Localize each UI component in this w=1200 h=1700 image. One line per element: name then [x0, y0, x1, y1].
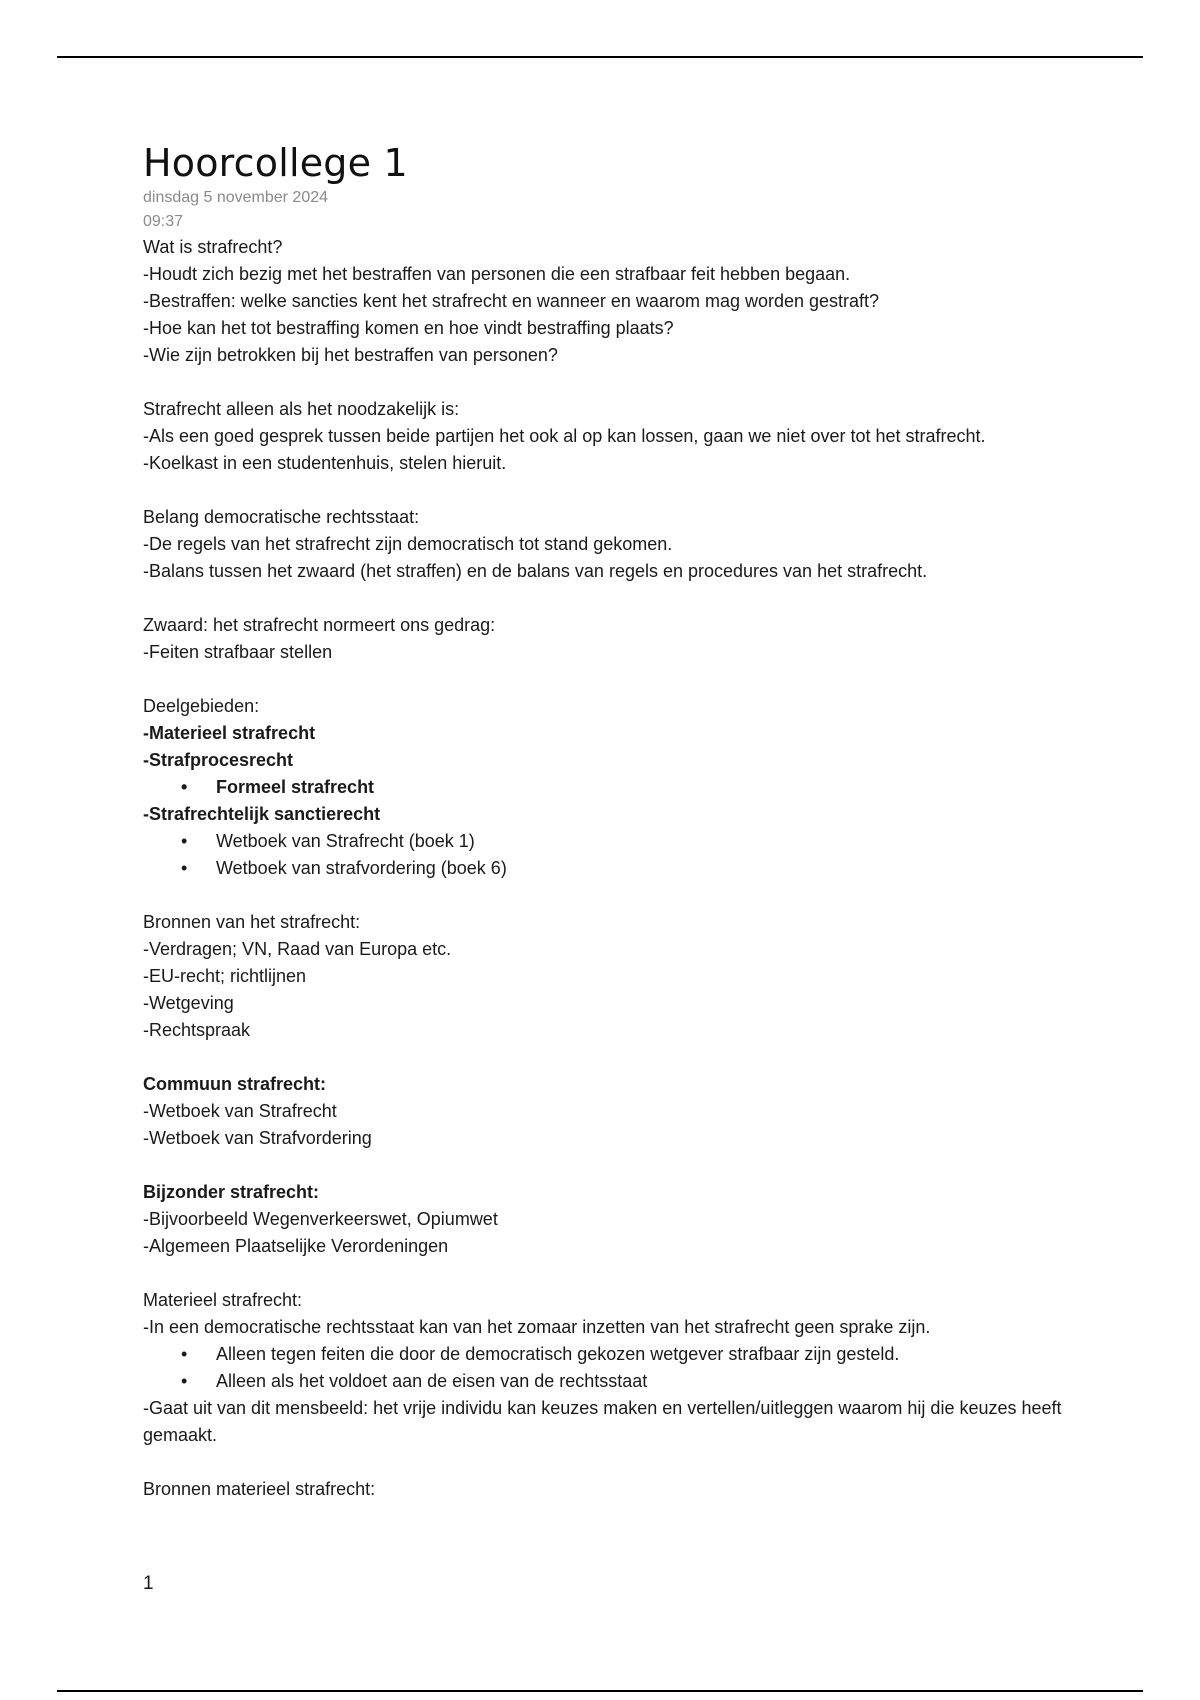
text-line: -Feiten strafbaar stellen [143, 642, 333, 662]
section-heading: Deelgebieden: [143, 696, 260, 716]
text-line: -Gaat uit van dit mensbeeld: het vrije individu kan keuzes maken en vertellen/uitleggen waarom hij die keuzes heeft gemaakt. [143, 1398, 1062, 1445]
text-line: -Wie zijn betrokken bij het bestraffen van personen? [143, 345, 558, 365]
section-heading: Zwaard: het strafrecht normeert ons gedrag: [143, 615, 496, 635]
text-line: -Houdt zich bezig met het bestraffen van personen die een strafbaar feit hebben begaan. [143, 264, 851, 284]
text-line: -Als een goed gesprek tussen beide partijen het ook al op kan lossen, gaan we niet over tot het strafrecht. [143, 426, 986, 446]
page-title: Hoorcollege 1 [143, 141, 408, 185]
bottom-rule [57, 1690, 1143, 1692]
section-heading: Strafrecht alleen als het noodzakelijk is: [143, 399, 460, 419]
section-heading: Bronnen materieel strafrecht: [143, 1479, 376, 1499]
bullet-item [143, 774, 1063, 801]
text-line: -EU-recht; richtlijnen [143, 966, 307, 986]
bullet-text: Formeel strafrecht [216, 777, 375, 797]
spacer [143, 1044, 1063, 1071]
section-heading: Belang democratische rechtsstaat: [143, 507, 420, 527]
time-stamp: 09:37 [143, 213, 184, 230]
section-heading: Wat is strafrecht? [143, 237, 283, 257]
text-line: -Verdragen; VN, Raad van Europa etc. [143, 939, 452, 959]
bullet-text: Alleen als het voldoet aan de eisen van de rechtsstaat [216, 1371, 648, 1391]
text-line: -Strafrechtelijk sanctierecht [143, 804, 381, 824]
text-line: -Koelkast in een studentenhuis, stelen hieruit. [143, 453, 507, 473]
spacer [143, 666, 1063, 693]
spacer [143, 1152, 1063, 1179]
text-line: -Algemeen Plaatselijke Verordeningen [143, 1236, 449, 1256]
section-heading: Commuun strafrecht: [143, 1074, 327, 1094]
spacer [143, 1449, 1063, 1476]
section-heading: Bronnen van het strafrecht: [143, 912, 361, 932]
text-line: -Bestraffen: welke sancties kent het strafrecht en wanneer en waarom mag worden gestraft? [143, 291, 880, 311]
bullet-text: Alleen tegen feiten die door de democratisch gekozen wetgever strafbaar zijn gesteld. [216, 1344, 900, 1364]
text-line: -Rechtspraak [143, 1020, 251, 1040]
bullet-icon: • [181, 858, 188, 878]
bullet-item [143, 828, 1063, 855]
spacer [143, 585, 1063, 612]
spacer [143, 1260, 1063, 1287]
document-page [143, 140, 1063, 1503]
section-heading: Materieel strafrecht: [143, 1290, 303, 1310]
bullet-icon: • [181, 1371, 188, 1391]
bullet-text: Wetboek van Strafrecht (boek 1) [216, 831, 475, 851]
text-line: -Balans tussen het zwaard (het straffen) en de balans van regels en procedures van het strafrecht. [143, 561, 928, 581]
text-line: -Wetboek van Strafvordering [143, 1128, 372, 1148]
text-line: -Wetboek van Strafrecht [143, 1101, 337, 1121]
page-number: 1 [143, 1573, 154, 1594]
bullet-item [143, 855, 1063, 882]
spacer [143, 369, 1063, 396]
text-line: -Wetgeving [143, 993, 234, 1013]
bullet-icon: • [181, 777, 188, 797]
date-stamp: dinsdag 5 november 2024 [143, 189, 329, 206]
text-line: -Materieel strafrecht [143, 723, 316, 743]
spacer [143, 882, 1063, 909]
spacer [143, 477, 1063, 504]
text-line: -Hoe kan het tot bestraffing komen en hoe vindt bestraffing plaats? [143, 318, 674, 338]
bullet-item [143, 1341, 1063, 1368]
bullet-icon: • [181, 831, 188, 851]
top-rule [57, 56, 1143, 58]
bullet-text: Wetboek van strafvordering (boek 6) [216, 858, 507, 878]
section-heading: Bijzonder strafrecht: [143, 1182, 320, 1202]
bullet-item [143, 1368, 1063, 1395]
text-line: -De regels van het strafrecht zijn democratisch tot stand gekomen. [143, 534, 673, 554]
bullet-icon: • [181, 1344, 188, 1364]
text-line: -Bijvoorbeeld Wegenverkeerswet, Opiumwet [143, 1209, 498, 1229]
text-line: -Strafprocesrecht [143, 750, 294, 770]
text-line: -In een democratische rechtsstaat kan van het zomaar inzetten van het strafrecht geen sprake zijn. [143, 1317, 931, 1337]
